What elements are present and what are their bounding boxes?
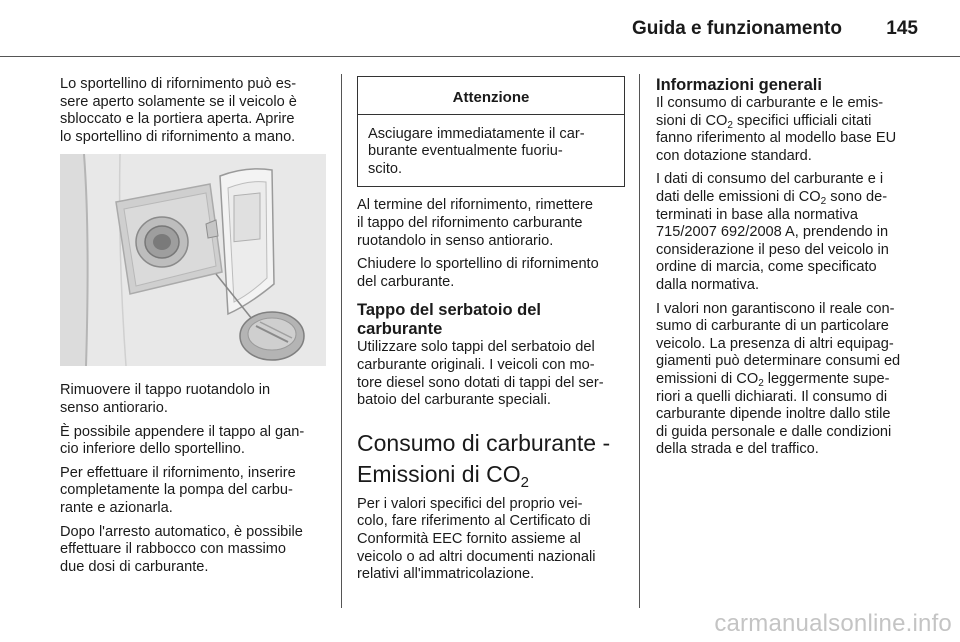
column-divider-1 bbox=[341, 74, 342, 608]
tank-cap-heading: Tappo del serbatoio del carburante bbox=[357, 301, 541, 339]
section-title: Consumo di carburante - Emissioni di $CO_2$ bbox=[357, 429, 611, 491]
header-title: Guida e funzionamento bbox=[631, 18, 842, 39]
paragraph-refuel: Per effettuare il rifornimento, inserire completamente la pompa del carbu- rante e azionarla. bbox=[60, 464, 296, 516]
page-number: 145 bbox=[886, 18, 918, 39]
tank-cap-paragraph: Utilizzare solo tappi del serbatoio del carburante originali. I veicoli con mo- tore diesel sono dotati di tappi del ser- batoio del carburante speciali. bbox=[357, 339, 604, 409]
paragraph-consumption-reference: Il consumo di carburante e le emis- sioni di $CO_2$ specifici ufficiali citati fanno riferimento al modello base EU con dotazione standard. bbox=[656, 95, 897, 164]
attention-title: Attenzione bbox=[358, 77, 624, 115]
paragraph-replace-cap: Al termine del rifornimento, rimettere il tappo del rifornimento carburante ruotandolo in senso antiorario. bbox=[357, 197, 594, 249]
intro-paragraph: Lo sportellino di rifornimento può es- sere aperto solamente se il veicolo è sbloccato e la portiera aperta. Aprire lo sportellino di rifornimento a mano. bbox=[60, 76, 297, 145]
general-info-heading: Informazioni generali bbox=[656, 76, 822, 94]
column-3 bbox=[656, 76, 922, 465]
watermark: carmanualsonline.info bbox=[714, 610, 952, 637]
column-divider-2 bbox=[639, 74, 640, 608]
paragraph-close-flap: Chiudere lo sportellino di rifornimento del carburante. bbox=[357, 256, 599, 290]
paragraph-regulation: I dati di consumo del carburante e i dati delle emissioni di $CO_2$ sono de- terminati in base alla normativa 715/2007 692/2008 A, prendendo in considerazione il peso del veicolo in ordine di marcia, come specificato dalla normativa. bbox=[656, 171, 889, 293]
column-1 bbox=[60, 76, 326, 582]
column-2 bbox=[357, 76, 625, 590]
attention-body: Asciugare immediatamente il car- burante eventualmente fuoriu- scito. bbox=[368, 125, 585, 177]
fuel-filler-illustration bbox=[60, 154, 326, 366]
attention-box bbox=[357, 76, 625, 187]
section-paragraph: Per i valori specifici del proprio vei- colo, fare riferimento al Certificato di Conformità EEC fornito assieme al veicolo o ad altri documenti nazionali relativi all'immatricolazione. bbox=[357, 495, 596, 583]
paragraph-disclaimer: I valori non garantiscono il reale con- sumo di carburante di un particolare veicolo. La presenza di altri equipag- giamenti può determinare consumi ed emissioni di $CO_2$ leggermente supe- riori a quelli dichiarati. Il consumo di carburante dipende inoltre dallo stile di guida personale e dalle condizioni della strada e del traffico. bbox=[656, 300, 901, 458]
paragraph-top-up: Dopo l'arresto automatico, è possibile effettuare il rabbocco con massimo due dosi di carburante. bbox=[60, 523, 303, 575]
paragraph-remove-cap: Rimuovere il tappo ruotandolo in senso antiorario. bbox=[60, 382, 271, 416]
paragraph-hang-cap: È possibile appendere il tappo al gan- cio inferiore dello sportellino. bbox=[60, 423, 305, 458]
header-rule bbox=[0, 56, 960, 57]
